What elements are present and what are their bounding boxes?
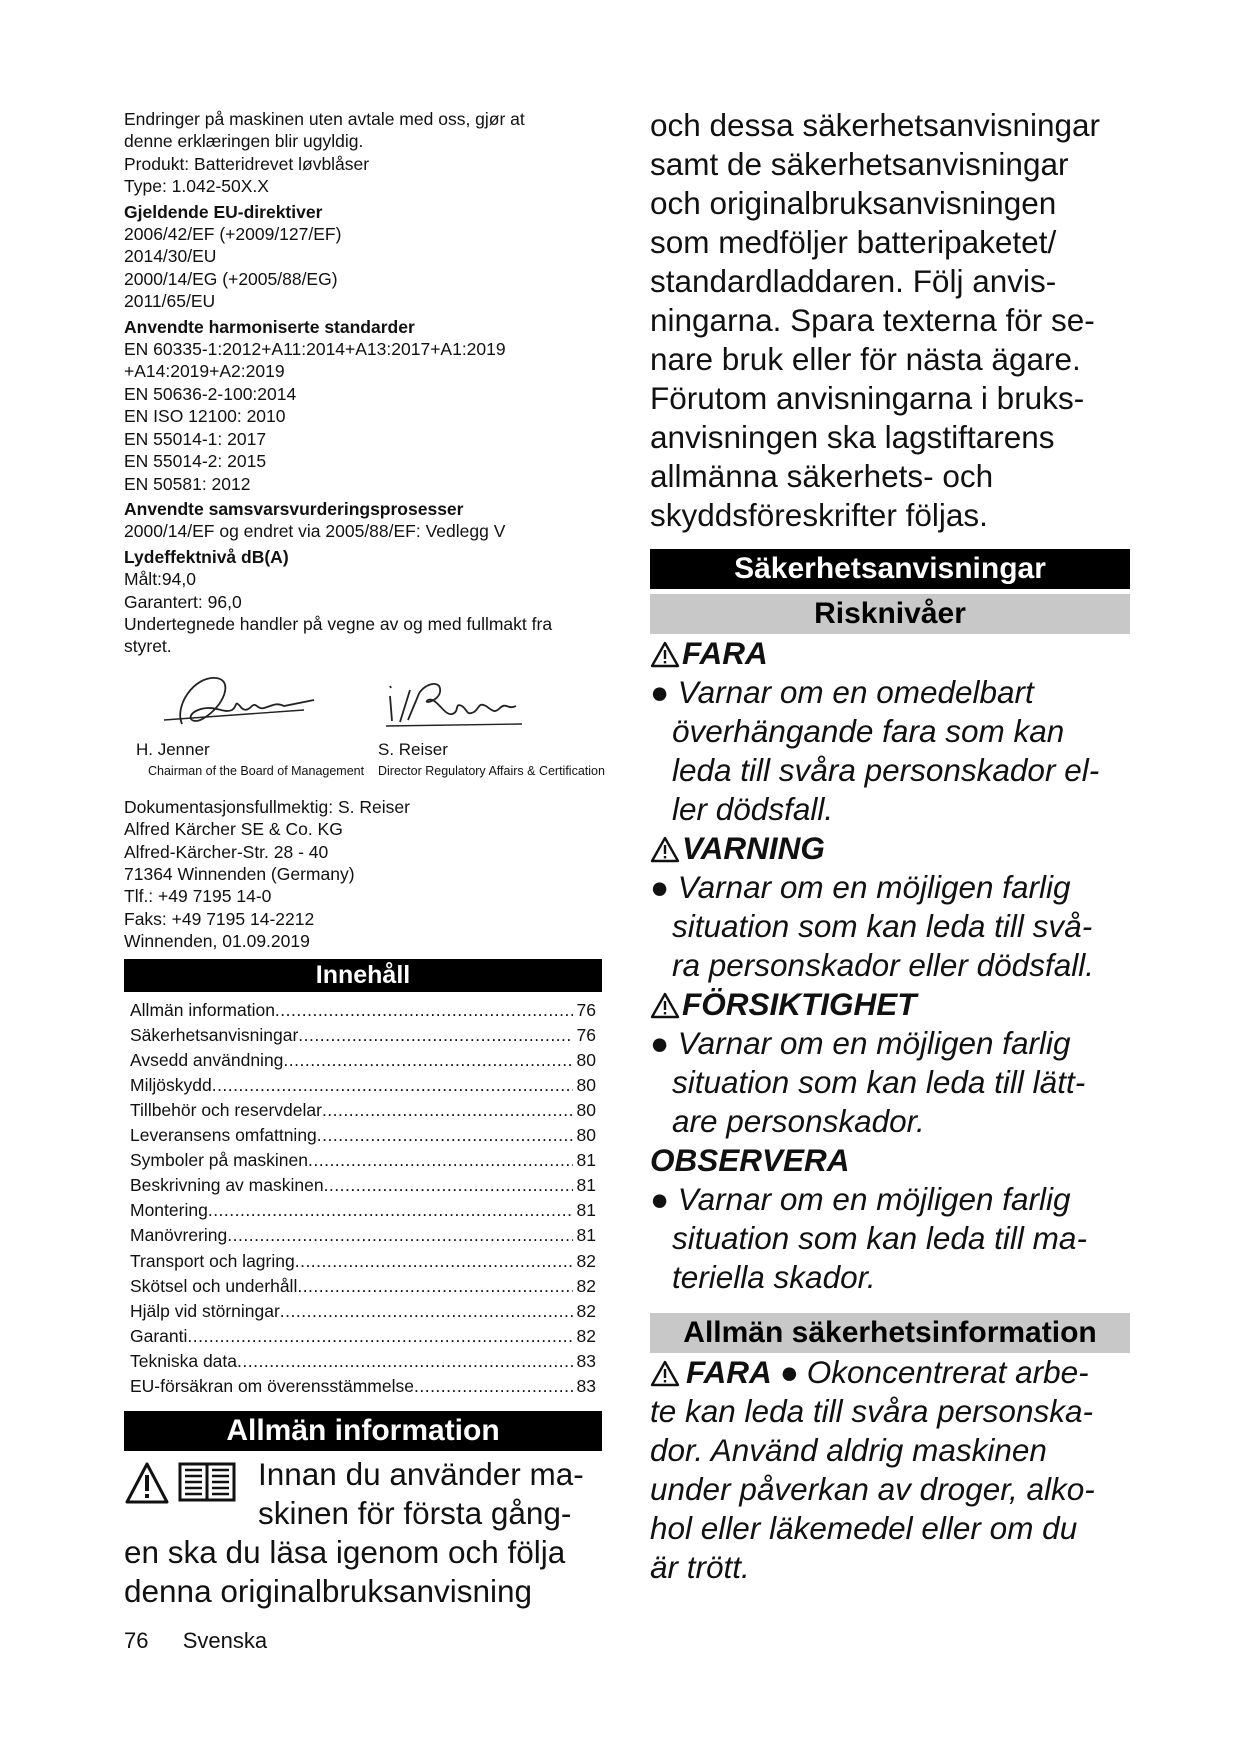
toc-page: 81 — [576, 1150, 596, 1171]
risk-level-forsiktighet — [650, 985, 1130, 1024]
toc-page: 83 — [576, 1350, 596, 1371]
toc-entry[interactable] — [130, 1173, 596, 1198]
toc-entry[interactable] — [130, 1048, 596, 1073]
right-column — [650, 106, 1130, 1587]
toc-entry[interactable] — [130, 1098, 596, 1123]
read-manual-book-icon — [178, 1461, 236, 1503]
risk-description-line: Varnar om en möjligen farlig — [677, 1181, 1071, 1217]
risk-level-label: FÖRSIKTIGHET — [682, 986, 917, 1022]
toc-title: Tillbehör och reservdelar — [130, 1099, 322, 1120]
sound-heading: Lydeffektnivå dB(A) — [124, 546, 289, 567]
contact-line: Alfred Kärcher SE & Co. KG — [124, 819, 343, 840]
general-safety-line: är trött. — [650, 1549, 750, 1585]
toc-title: Leveransens omfattning — [130, 1125, 317, 1146]
bullet: ● — [650, 1025, 678, 1061]
general-info-line: denna originalbruksanvisning — [124, 1573, 533, 1610]
risk-level-fara — [650, 634, 1130, 673]
toc-title: Beskrivning av maskinen — [130, 1175, 324, 1196]
signer-name: S. Reiser — [378, 739, 448, 759]
toc-leader — [275, 998, 573, 1023]
signer-title: Director Regulatory Affairs & Certification — [378, 763, 605, 778]
toc-page: 82 — [576, 1325, 596, 1346]
directive-line: 2006/42/EF (+2009/127/EF) — [124, 224, 342, 245]
toc-page: 81 — [576, 1225, 596, 1246]
toc-entry[interactable] — [130, 1324, 596, 1349]
risk-description-line: Varnar om en omedelbart — [677, 674, 1034, 710]
general-safety-line: under påverkan av droger, alko- — [650, 1471, 1095, 1507]
warning-triangle-icon — [650, 1359, 680, 1387]
contact-block — [124, 796, 602, 953]
risk-levels-heading: Risknivåer — [650, 594, 1130, 634]
general-info-line: Innan du använder ma- — [258, 1456, 584, 1493]
standard-line: +A14:2019+A2:2019 — [124, 361, 285, 382]
risk-level-label: OBSERVERA — [650, 1142, 850, 1178]
risk-description-line: are personskador. — [672, 1103, 925, 1139]
standards-heading: Anvendte harmoniserte standarder — [124, 316, 415, 337]
declaration-block — [124, 108, 602, 658]
toc-title: Tekniska data — [130, 1350, 238, 1371]
intro-line: Type: 1.042-50X.X — [124, 176, 269, 197]
risk-description-line: ra personskador eller dödsfall. — [672, 947, 1094, 983]
intro-line: skyddsföreskrifter följas. — [650, 497, 988, 533]
toc-page: 80 — [576, 1074, 596, 1095]
standard-line: EN 55014-2: 2015 — [124, 451, 267, 472]
toc-title: Garanti — [130, 1325, 188, 1346]
toc-title: Transport och lagring — [130, 1250, 295, 1271]
toc-title: Montering — [130, 1200, 208, 1221]
toc-leader — [187, 1324, 572, 1349]
intro-line: och originalbruksanvisningen — [650, 185, 1057, 221]
general-info-icons — [124, 1461, 236, 1505]
risk-description-line: Varnar om en möjligen farlig — [677, 869, 1071, 905]
sound-line: Garantert: 96,0 — [124, 591, 242, 612]
general-info-line: skinen för första gång- — [258, 1495, 572, 1532]
risk-description-line: teriella skador. — [672, 1259, 876, 1295]
intro-line: standardladdaren. Följ anvis- — [650, 263, 1057, 299]
contact-line: Dokumentasjonsfullmektig: S. Reiser — [124, 796, 410, 817]
general-info-line: en ska du läsa igenom och följa — [124, 1534, 566, 1571]
toc-page: 82 — [576, 1250, 596, 1271]
sound-line: Undertegnede handler på vegne av og med fullmakt fra — [124, 613, 553, 634]
warning-triangle-icon — [650, 991, 680, 1019]
toc-entry[interactable] — [130, 1249, 596, 1274]
toc-leader — [237, 1349, 573, 1374]
toc-page: 80 — [576, 1049, 596, 1070]
safety-intro — [650, 106, 1130, 535]
toc-leader — [297, 1274, 572, 1299]
toc-leader — [298, 1023, 572, 1048]
risk-description-line: Varnar om en möjligen farlig — [677, 1025, 1071, 1061]
signature-reiser — [382, 666, 532, 736]
intro-line: samt de säkerhetsanvisningar — [650, 146, 1069, 182]
intro-line: som medföljer batteripaketet/ — [650, 224, 1057, 260]
risk-description-line: överhängande fara som kan — [672, 713, 1065, 749]
toc-entry[interactable] — [130, 1299, 596, 1324]
signature-jenner — [154, 666, 324, 736]
general-safety-label: FARA — [686, 1354, 772, 1390]
warning-triangle-icon — [650, 640, 680, 668]
toc-entry[interactable] — [130, 1374, 596, 1399]
directive-line: 2011/65/EU — [124, 291, 216, 312]
toc-entry[interactable] — [130, 1023, 596, 1048]
risk-description-line: situation som kan leda till lätt- — [672, 1064, 1086, 1100]
toc-leader — [283, 1048, 572, 1073]
toc-entry[interactable] — [130, 1274, 596, 1299]
risk-levels — [650, 634, 1130, 1297]
toc-leader — [280, 1299, 573, 1324]
toc-entry[interactable] — [130, 1123, 596, 1148]
declaration-intro — [124, 108, 602, 198]
bullet: ● — [650, 1181, 678, 1217]
warning-triangle-icon — [650, 835, 680, 863]
risk-description-line: situation som kan leda till ma- — [672, 1220, 1087, 1256]
sound-line: Målt:94,0 — [124, 569, 196, 590]
toc-leader — [322, 1098, 573, 1123]
standard-line: EN 50581: 2012 — [124, 473, 251, 494]
toc-title: Manövrering — [130, 1225, 228, 1246]
warning-triangle-icon — [124, 1461, 170, 1505]
toc-leader — [227, 1223, 572, 1248]
toc-leader — [317, 1123, 573, 1148]
page-footer — [124, 1628, 267, 1654]
intro-line: och dessa säkerhetsanvisningar — [650, 107, 1101, 143]
toc-heading: Innehåll — [124, 959, 602, 992]
risk-level-observera — [650, 1141, 1130, 1180]
toc-title: Symboler på maskinen — [130, 1150, 308, 1171]
conformity-heading: Anvendte samsvarsvurderingsprosesser — [124, 498, 464, 519]
risk-description-line: leda till svåra personskador el- — [672, 752, 1100, 788]
toc-page: 82 — [576, 1300, 596, 1321]
toc-title: Miljöskydd — [130, 1074, 212, 1095]
standard-line: EN 50636-2-100:2014 — [124, 383, 297, 404]
toc-title: Allmän information — [130, 999, 275, 1020]
bullet: ● — [650, 869, 678, 905]
contact-line: Winnenden, 01.09.2019 — [124, 931, 310, 952]
contact-line: Alfred-Kärcher-Str. 28 - 40 — [124, 841, 329, 862]
toc-page: 76 — [576, 999, 596, 1020]
intro-line: denne erklæringen blir ugyldig. — [124, 131, 364, 152]
toc-title: Säkerhetsanvisningar — [130, 1024, 299, 1045]
toc-leader — [212, 1073, 573, 1098]
contact-line: 71364 Winnenden (Germany) — [124, 863, 355, 884]
eu-directives-heading: Gjeldende EU-direktiver — [124, 201, 323, 222]
general-safety-line: te kan leda till svåra personska- — [650, 1393, 1093, 1429]
toc-page: 80 — [576, 1125, 596, 1146]
toc-page: 82 — [576, 1275, 596, 1296]
intro-line: Förutom anvisningarna i bruks- — [650, 380, 1085, 416]
footer-language: Svenska — [182, 1628, 268, 1653]
intro-line: Produkt: Batteridrevet løvblåser — [124, 153, 370, 174]
toc-page: 83 — [576, 1376, 596, 1396]
general-safety-body — [650, 1353, 1130, 1587]
standard-line: EN 55014-1: 2017 — [124, 428, 267, 449]
general-safety-line: dor. Använd aldrig maskinen — [650, 1432, 1047, 1468]
directive-line: 2000/14/EG (+2005/88/EG) — [124, 268, 338, 289]
risk-level-label: FARA — [682, 635, 768, 671]
general-safety-line: hol eller läkemedel eller om du — [650, 1510, 1078, 1546]
toc-leader — [308, 1148, 573, 1173]
toc-page: 80 — [576, 1099, 596, 1120]
toc-entry[interactable] — [130, 1349, 596, 1374]
toc-leader — [324, 1173, 573, 1198]
toc-page: 81 — [576, 1200, 596, 1221]
intro-line: allmänna säkerhets- och — [650, 458, 994, 494]
signer-name: H. Jenner — [136, 739, 210, 759]
toc-page: 81 — [576, 1175, 596, 1196]
signer-title: Chairman of the Board of Management — [148, 763, 365, 778]
intro-line: ningarna. Spara texterna för se- — [650, 302, 1095, 338]
toc-entry[interactable] — [130, 1198, 596, 1223]
intro-line: anvisningen ska lagstiftarens — [650, 419, 1055, 455]
bullet: ● — [779, 1354, 799, 1390]
risk-level-varning — [650, 829, 1130, 868]
general-info-body — [124, 1455, 602, 1611]
general-safety-line: Okoncentrerat arbe- — [806, 1354, 1089, 1390]
toc-entry[interactable] — [130, 1073, 596, 1098]
toc-leader — [295, 1249, 573, 1274]
toc-entry[interactable] — [130, 1148, 596, 1173]
toc-leader — [414, 1374, 573, 1399]
safety-heading: Säkerhetsanvisningar — [650, 549, 1130, 589]
standard-line: EN 60335-1:2012+A11:2014+A13:2017+A1:2019 — [124, 339, 506, 360]
toc-entry[interactable] — [130, 1223, 596, 1248]
general-info-heading: Allmän information — [124, 1411, 602, 1451]
sound-line: styret. — [124, 636, 172, 657]
left-column — [124, 108, 605, 1611]
toc-page: 76 — [576, 1024, 596, 1045]
directive-line: 2014/30/EU — [124, 246, 217, 267]
general-safety-heading: Allmän säkerhetsinformation — [650, 1313, 1130, 1353]
conformity-line: 2000/14/EF og endret via 2005/88/EF: Vedlegg V — [124, 521, 506, 542]
toc-title: Avsedd användning — [130, 1049, 284, 1070]
risk-level-label: VARNING — [682, 830, 825, 866]
risk-description-line: ler dödsfall. — [672, 791, 834, 827]
table-of-contents — [124, 998, 602, 1400]
risk-description-line: situation som kan leda till svå- — [672, 908, 1093, 944]
toc-entry[interactable] — [130, 998, 596, 1023]
toc-title: EU-försäkran om överensstämmelse — [130, 1376, 414, 1396]
intro-line: Endringer på maskinen uten avtale med oss, gjør at — [124, 109, 525, 129]
contact-line: Faks: +49 7195 14-2212 — [124, 908, 315, 929]
page-number: 76 — [124, 1628, 149, 1653]
contact-line: Tlf.: +49 7195 14-0 — [124, 886, 272, 907]
toc-title: Hjälp vid störningar — [130, 1300, 280, 1321]
standard-line: EN ISO 12100: 2010 — [124, 406, 286, 427]
toc-leader — [208, 1198, 573, 1223]
intro-line: nare bruk eller för nästa ägare. — [650, 341, 1081, 377]
signatures — [124, 658, 605, 796]
toc-title: Skötsel och underhåll — [130, 1275, 298, 1296]
bullet: ● — [650, 674, 678, 710]
